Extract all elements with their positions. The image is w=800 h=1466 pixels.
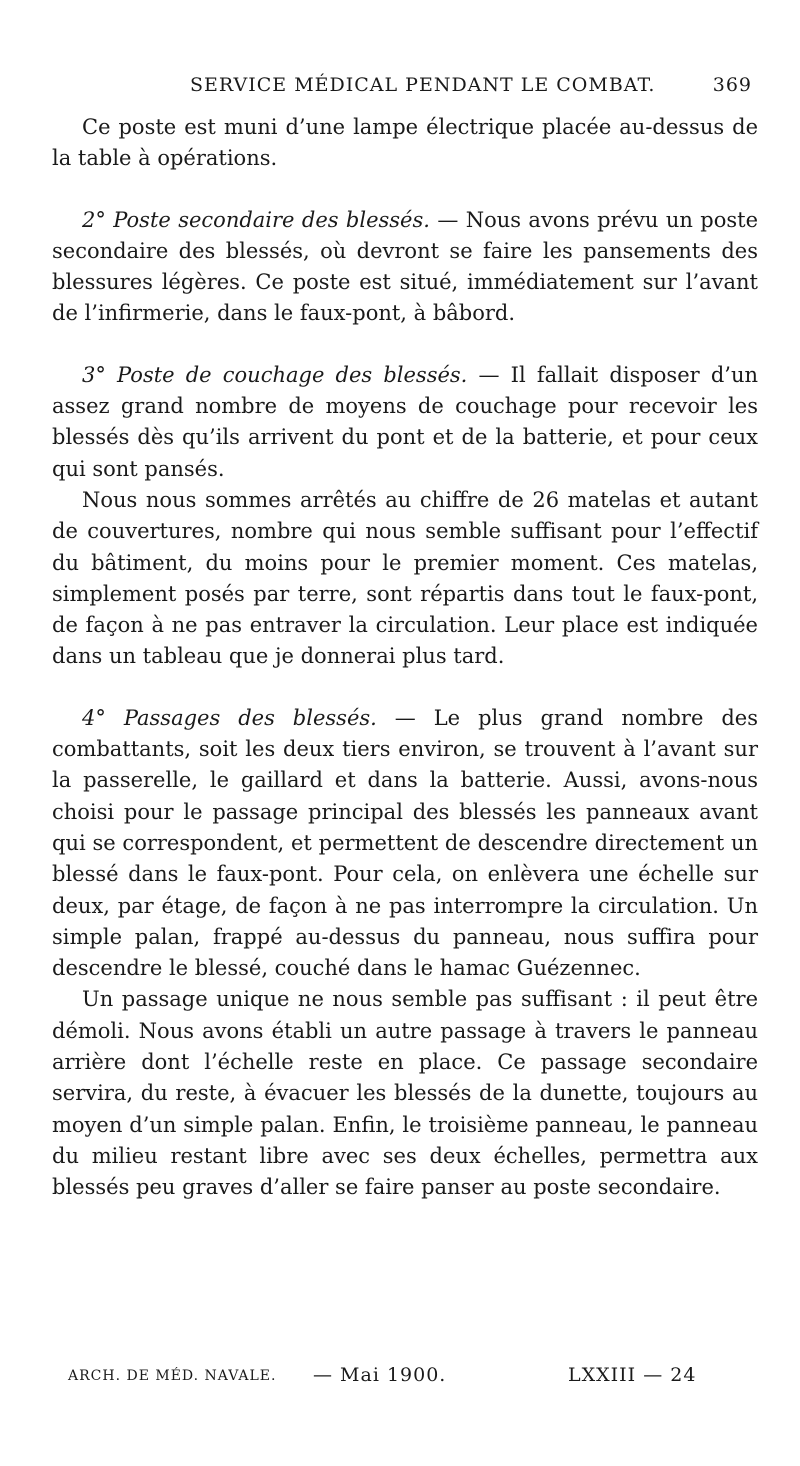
running-header xyxy=(60,74,760,104)
footer-signature: LXXIII — 24 xyxy=(568,1364,697,1386)
running-title: SERVICE MÉDICAL PENDANT LE COMBAT. xyxy=(190,74,656,96)
paragraph-text: — Le plus grand nombre des combattants, soit les deux tiers environ, se trouvent à l’avant sur la passerelle, le gaillard et dans la batterie. Aussi, avons-nous choisi pour le passage principal des blessés les panneaux avant qui se correspondent, et permettent de descendre directement un blessé dans le faux-pont. Pour cela, on enlèvera une échelle sur deux, par étage, de façon à ne pas interrompre la circulation. Un simple palan, frappé au-dessus du panneau, nous suffira pour descendre le blessé, couché dans le hamac Guézennec. xyxy=(52,705,758,981)
footer-journal: ARCH. DE MÉD. NAVALE. xyxy=(68,1368,277,1384)
section-heading-passages: 4° Passages des blessés. xyxy=(82,705,377,730)
paragraph-matelas xyxy=(52,485,758,673)
paragraph-poste-secondaire xyxy=(52,205,758,330)
section-heading-poste-secondaire: 2° Poste secondaire des blessés. xyxy=(82,207,430,232)
paragraph-couchage xyxy=(52,360,758,485)
paragraph-text: Ce poste est muni d’une lampe électrique placée au-dessus de la table à opérations. xyxy=(52,115,758,171)
paragraph-passages xyxy=(52,703,758,985)
paragraph-passage-unique xyxy=(52,984,758,1203)
paragraph-text: Nous nous sommes arrêtés au chiffre de 26 matelas et autant de couvertures, nombre qui nous semble suffisant pour l’effectif du bâtiment, du moins pour le premier moment. Ces matelas, simplement posés par terre, sont répartis dans tout le faux-pont, de façon à ne pas entraver la circulation. Leur place est indiquée dans un tableau que je donnerai plus tard. xyxy=(52,487,758,669)
page-footer xyxy=(68,1364,708,1394)
paragraph-text: — Nous avons prévu un poste secondaire des blessés, où devront se faire les pansements des blessures légères. Ce poste est situé, immédiatement sur l’avant de l’infirmerie, dans le faux-pont, à bâbord. xyxy=(52,207,758,326)
page-number: 369 xyxy=(712,74,752,96)
body-text xyxy=(52,112,758,1204)
section-heading-couchage: 3° Poste de couchage des blessés. xyxy=(82,362,468,387)
footer-date: — Mai 1900. xyxy=(313,1364,447,1386)
paragraph-text: — Il fallait disposer d’un assez grand nombre de moyens de couchage pour recevoir les blessés dès qu’ils arrivent du pont et de la batterie, et pour ceux qui sont pansés. xyxy=(52,362,758,481)
paragraph-lamp xyxy=(52,112,758,175)
paragraph-text: Un passage unique ne nous semble pas suffisant : il peut être démoli. Nous avons établi un autre passage à travers le panneau arrière dont l’échelle reste en place. Ce passage secondaire servira, du reste, à évacuer les blessés de la dunette, toujours au moyen d’un simple palan. Enfin, le troisième panneau, le panneau du milieu restant libre avec ses deux échelles, permettra aux blessés peu graves d’aller se faire panser au poste secondaire. xyxy=(52,987,758,1200)
